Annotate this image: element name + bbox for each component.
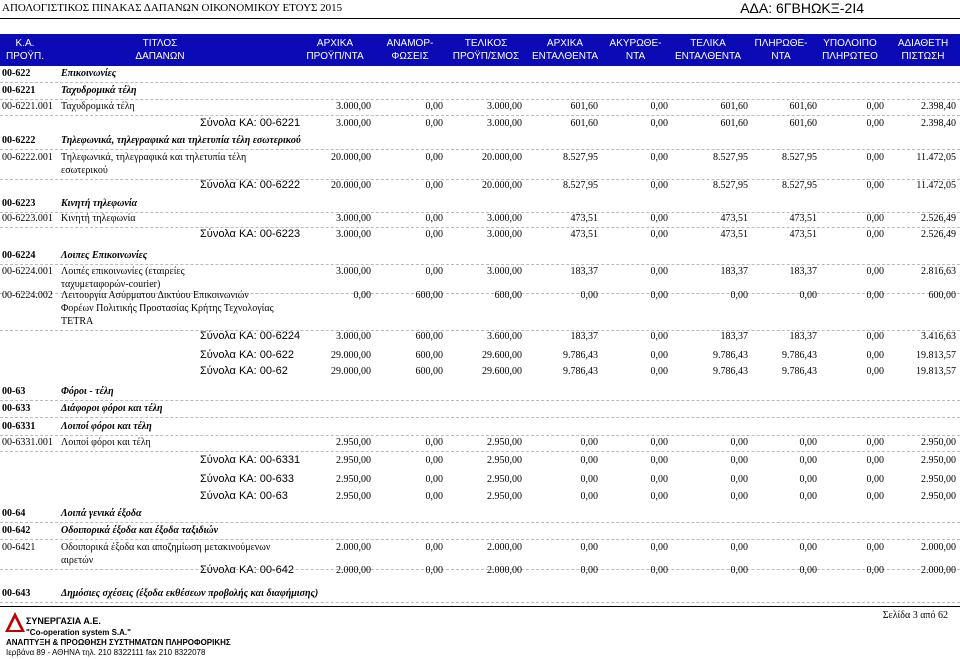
subtotal-label: Σύνολα ΚΑ: 00-622	[200, 349, 295, 361]
value-cell: 0,00	[730, 437, 748, 448]
value-cell: 473,51	[720, 229, 748, 240]
column-header-line2: ΠΡΟΫΠ/ΝΤΑ	[306, 51, 364, 62]
value-cell: 2.000,00	[487, 542, 522, 553]
subtotal-label: Σύνολα ΚΑ: 00-633	[200, 473, 295, 485]
column-header	[375, 34, 445, 66]
row-code: 00-642	[2, 525, 31, 536]
row-title: Κινητή τηλεφωνία	[61, 198, 138, 209]
row-divider	[0, 435, 960, 436]
row-code: 00-6221.001	[2, 101, 53, 112]
row-divider	[0, 82, 960, 83]
value-cell: 0,00	[730, 290, 748, 301]
value-cell: 0,00	[799, 290, 817, 301]
value-cell: 183,37	[720, 266, 748, 277]
row-code: 00-6224.002	[2, 290, 53, 301]
value-cell: 0,00	[353, 290, 371, 301]
value-cell: 20.000,00	[331, 180, 371, 191]
row-divider	[0, 602, 960, 603]
row-title-line3: TETRA	[61, 316, 94, 327]
value-cell: 0,00	[650, 266, 668, 277]
value-cell: 0,00	[650, 229, 668, 240]
value-cell: 0,00	[730, 455, 748, 466]
row-code: 00-6222.001	[2, 152, 53, 163]
row-code: 00-6331.001	[2, 437, 53, 448]
value-cell: 0,00	[866, 350, 884, 361]
value-cell: 0,00	[425, 437, 443, 448]
row-title: Διάφοροι φόροι και τέλη	[61, 403, 163, 414]
value-cell: 2.000,00	[921, 542, 956, 553]
value-cell: 0,00	[425, 118, 443, 129]
value-cell: 2.950,00	[921, 474, 956, 485]
column-header-line2: ΠΛΗΡΩΤΕΟ	[822, 51, 878, 62]
row-title: Τηλεφωνικά, τηλεγραφικά και τηλετυπία τέλη	[61, 152, 247, 163]
value-cell: 183,37	[570, 331, 598, 342]
column-header	[603, 34, 668, 66]
value-cell: 0,00	[866, 331, 884, 342]
value-cell: 601,60	[570, 118, 598, 129]
footer-company: ΣΥΝΕΡΓΑΣΙΑ Α.Ε.	[26, 616, 101, 626]
value-cell: 20.000,00	[482, 152, 522, 163]
row-code: 00-643	[2, 588, 31, 599]
row-title: Φόροι - τέλη	[61, 386, 114, 397]
row-code: 00-633	[2, 403, 31, 414]
value-cell: 2.950,00	[487, 491, 522, 502]
column-header	[55, 34, 265, 66]
subtotal-label: Σύνολα ΚΑ: 00-6223	[200, 228, 301, 240]
footer-product: "Co-operation system S.A."	[26, 628, 131, 637]
value-cell: 0,00	[580, 437, 598, 448]
row-divider	[0, 264, 960, 265]
column-header-line1: ΥΠΟΛΟΙΠΟ	[823, 38, 877, 49]
value-cell: 0,00	[730, 542, 748, 553]
value-cell: 3.000,00	[487, 118, 522, 129]
column-header-line2: ΝΤΑ	[625, 51, 646, 62]
column-header-line1: Κ.Α.	[15, 38, 35, 49]
row-title: Λοιπά γενικά έξοδα	[61, 508, 142, 519]
value-cell: 0,00	[425, 542, 443, 553]
value-cell: 0,00	[580, 455, 598, 466]
value-cell: 0,00	[650, 455, 668, 466]
column-header-line2: ΔΑΠΑΝΩΝ	[135, 51, 185, 62]
value-cell: 0,00	[580, 474, 598, 485]
value-cell: 183,37	[789, 266, 817, 277]
value-cell: 9.786,43	[713, 366, 748, 377]
subtotal-label: Σύνολα ΚΑ: 00-6224	[200, 330, 301, 342]
value-cell: 183,37	[570, 266, 598, 277]
value-cell: 29.600,00	[482, 366, 522, 377]
value-cell: 2.950,00	[336, 455, 371, 466]
value-cell: 0,00	[650, 437, 668, 448]
row-title-line2: αιρετών	[61, 555, 94, 566]
value-cell: 0,00	[425, 180, 443, 191]
value-cell: 29.000,00	[331, 350, 371, 361]
row-divider	[0, 451, 960, 452]
value-cell: 2.526,49	[921, 213, 956, 224]
value-cell: 0,00	[650, 118, 668, 129]
value-cell: 600,00	[415, 350, 443, 361]
column-header	[886, 34, 960, 66]
value-cell: 2.816,63	[921, 266, 956, 277]
value-cell: 3.000,00	[336, 331, 371, 342]
row-title-line2: εσωτερικού	[61, 165, 108, 176]
ada-code: ΑΔΑ: 6ΓΒΗΩΚΞ-2Ι4	[740, 0, 864, 16]
row-title: Τηλεφωνικά, τηλεγραφικά και τηλετυπία τέλη εσωτερικού	[61, 135, 301, 146]
subtotal-label: Σύνολα ΚΑ: 00-6222	[200, 179, 301, 191]
value-cell: 0,00	[799, 455, 817, 466]
value-cell: 0,00	[425, 474, 443, 485]
column-header-line2: ΝΤΑ	[771, 51, 791, 62]
row-title: Δημόσιες σχέσεις (έξοδα εκθέσεων προβολής και διαφήμισης)	[61, 588, 319, 599]
value-cell: 0,00	[650, 152, 668, 163]
value-cell: 2.950,00	[487, 455, 522, 466]
column-header-line1: ΠΛΗΡΩΘΕ-	[754, 38, 808, 49]
footer-address: Ιερβάνα 89 - ΑΘΗΝΑ τηλ. 210 8322111 fax 210 8322078	[6, 648, 206, 657]
value-cell: 0,00	[799, 437, 817, 448]
row-code: 00-63	[2, 386, 26, 397]
row-divider	[0, 539, 960, 540]
value-cell: 2.950,00	[487, 437, 522, 448]
row-divider	[0, 417, 960, 418]
value-cell: 0,00	[650, 290, 668, 301]
value-cell: 3.000,00	[336, 213, 371, 224]
column-header	[748, 34, 814, 66]
column-header-line1: ΑΡΧΙΚΑ	[546, 38, 584, 49]
value-cell: 0,00	[730, 474, 748, 485]
column-header	[295, 34, 375, 66]
subtotal-label: Σύνολα ΚΑ: 00-642	[200, 564, 295, 576]
value-cell: 2.950,00	[336, 474, 371, 485]
value-cell: 0,00	[650, 180, 668, 191]
column-header-line2: ΠΙΣΤΩΣΗ	[901, 51, 945, 62]
value-cell: 0,00	[580, 565, 598, 576]
row-title: Λοιποί φόροι και τέλη	[61, 437, 151, 448]
row-title-line2: ταχυμεταφορών-courier)	[61, 279, 161, 290]
row-title: Επικοινωνίες	[61, 68, 117, 79]
value-cell: 0,00	[650, 213, 668, 224]
row-divider	[0, 115, 960, 116]
value-cell: 9.786,43	[782, 350, 817, 361]
value-cell: 2.950,00	[336, 491, 371, 502]
value-cell: 0,00	[866, 437, 884, 448]
column-header-line2: ΠΡΟΫΠ.	[5, 51, 45, 62]
value-cell: 473,51	[789, 213, 817, 224]
value-cell: 0,00	[866, 455, 884, 466]
value-cell: 2.950,00	[487, 474, 522, 485]
value-cell: 8.527,95	[782, 180, 817, 191]
column-header	[0, 34, 50, 66]
value-cell: 0,00	[650, 101, 668, 112]
value-cell: 0,00	[580, 542, 598, 553]
value-cell: 19.813,57	[916, 366, 956, 377]
value-cell: 2.000,00	[487, 565, 522, 576]
value-cell: 29.000,00	[331, 366, 371, 377]
value-cell: 2.950,00	[921, 437, 956, 448]
value-cell: 601,60	[789, 118, 817, 129]
row-code: 00-6421	[2, 542, 36, 553]
value-cell: 183,37	[720, 331, 748, 342]
row-code: 00-6331	[2, 421, 36, 432]
column-header-line1: ΤΕΛΙΚΑ	[690, 38, 726, 49]
value-cell: 2.950,00	[336, 437, 371, 448]
value-cell: 0,00	[425, 565, 443, 576]
value-cell: 0,00	[799, 491, 817, 502]
value-cell: 0,00	[866, 542, 884, 553]
value-cell: 473,51	[789, 229, 817, 240]
value-cell: 0,00	[730, 491, 748, 502]
value-cell: 0,00	[866, 366, 884, 377]
column-header-line1: ΤΙΤΛΟΣ	[142, 38, 178, 49]
row-code: 00-64	[2, 508, 26, 519]
value-cell: 0,00	[866, 213, 884, 224]
value-cell: 0,00	[799, 565, 817, 576]
subtotal-label: Σύνολα ΚΑ: 00-62	[200, 365, 288, 377]
value-cell: 183,37	[789, 331, 817, 342]
value-cell: 600,00	[494, 290, 522, 301]
row-code: 00-6223.001	[2, 213, 53, 224]
row-divider	[0, 522, 960, 523]
report-title: ΑΠΟΛΟΓΙΣΤΙΚΟΣ ΠΙΝΑΚΑΣ ΔΑΠΑΝΩΝ ΟΙΚΟΝΟΜΙΚΟΥ ΕΤΟΥΣ 2015	[2, 2, 343, 14]
value-cell: 8.527,95	[563, 180, 598, 191]
row-code: 00-6223	[2, 198, 36, 209]
value-cell: 2.526,49	[921, 229, 956, 240]
value-cell: 9.786,43	[782, 366, 817, 377]
value-cell: 0,00	[580, 491, 598, 502]
value-cell: 3.000,00	[487, 101, 522, 112]
row-code: 00-6221	[2, 85, 36, 96]
value-cell: 3.000,00	[336, 229, 371, 240]
value-cell: 0,00	[425, 101, 443, 112]
row-divider	[0, 99, 960, 100]
value-cell: 3.000,00	[336, 118, 371, 129]
value-cell: 2.950,00	[921, 455, 956, 466]
column-header-line1: ΤΕΛΙΚΟΣ	[464, 38, 508, 49]
value-cell: 0,00	[580, 290, 598, 301]
value-cell: 2.000,00	[336, 542, 371, 553]
column-header-line2: ΦΩΣΕΙΣ	[391, 51, 429, 62]
column-header	[527, 34, 603, 66]
row-code: 00-622	[2, 68, 31, 79]
row-title: Λοιπες Επικοινωνίες	[61, 250, 148, 261]
value-cell: 0,00	[650, 542, 668, 553]
footer-divider	[0, 606, 960, 607]
value-cell: 3.000,00	[487, 213, 522, 224]
row-code: 00-6224	[2, 250, 36, 261]
value-cell: 473,51	[570, 213, 598, 224]
subtotal-label: Σύνολα ΚΑ: 00-6221	[200, 117, 301, 129]
value-cell: 0,00	[425, 213, 443, 224]
company-logo-icon	[4, 611, 26, 633]
value-cell: 601,60	[570, 101, 598, 112]
value-cell: 0,00	[866, 565, 884, 576]
value-cell: 0,00	[425, 229, 443, 240]
value-cell: 3.600,00	[487, 331, 522, 342]
column-header-line1: ΑΚΥΡΩΘΕ-	[609, 38, 662, 49]
column-header	[445, 34, 527, 66]
value-cell: 2.398,40	[921, 118, 956, 129]
row-title: Οδοιπορικά έξοδα και αποζημίωση μετακινούμενων	[61, 542, 271, 553]
value-cell: 0,00	[866, 101, 884, 112]
value-cell: 20.000,00	[482, 180, 522, 191]
value-cell: 3.416,63	[921, 331, 956, 342]
row-title: Λοιποί φόροι και τέλη	[61, 421, 152, 432]
row-divider	[0, 400, 960, 401]
value-cell: 29.600,00	[482, 350, 522, 361]
column-header-line1: ΑΝΑΜΟΡ-	[386, 38, 434, 49]
value-cell: 600,00	[928, 290, 956, 301]
value-cell: 473,51	[570, 229, 598, 240]
row-title: Λειτουργία Ασύρματου Δικτύου Επικοινωνιών	[61, 290, 249, 301]
value-cell: 473,51	[720, 213, 748, 224]
value-cell: 9.786,43	[563, 350, 598, 361]
row-divider	[0, 149, 960, 150]
value-cell: 600,00	[415, 331, 443, 342]
value-cell: 0,00	[650, 331, 668, 342]
value-cell: 0,00	[650, 565, 668, 576]
column-header-line2: ΕΝΤΑΛΘΕΝΤΑ	[531, 51, 599, 62]
value-cell: 600,00	[415, 290, 443, 301]
row-divider	[0, 227, 960, 228]
value-cell: 2.950,00	[921, 491, 956, 502]
value-cell: 3.000,00	[336, 101, 371, 112]
column-header	[814, 34, 886, 66]
value-cell: 0,00	[650, 491, 668, 502]
value-cell: 20.000,00	[331, 152, 371, 163]
row-title: Κινητή τηλεφωνία	[61, 213, 136, 224]
value-cell: 0,00	[866, 152, 884, 163]
column-header-line2: ΠΡΟΫΠ/ΣΜΟΣ	[452, 51, 520, 62]
value-cell: 3.000,00	[487, 266, 522, 277]
value-cell: 601,60	[720, 118, 748, 129]
value-cell: 0,00	[866, 266, 884, 277]
value-cell: 8.527,95	[713, 152, 748, 163]
column-header-line1: ΑΡΧΙΚΑ	[316, 38, 354, 49]
value-cell: 0,00	[730, 565, 748, 576]
value-cell: 3.000,00	[487, 229, 522, 240]
value-cell: 600,00	[415, 366, 443, 377]
row-title: Οδοιπορικά έξοδα και έξοδα ταξιδιών	[61, 525, 219, 536]
value-cell: 11.472,05	[916, 180, 956, 191]
column-header-line1: ΑΔΙΑΘΕΤΗ	[897, 38, 949, 49]
value-cell: 601,60	[789, 101, 817, 112]
value-cell: 2.000,00	[336, 565, 371, 576]
subtotal-label: Σύνολα ΚΑ: 00-63	[200, 490, 288, 502]
row-title-line2: Φορέων Πολιτικής Προστασίας Κρήτης Τεχνολογίας	[61, 303, 274, 314]
value-cell: 0,00	[425, 266, 443, 277]
value-cell: 0,00	[650, 366, 668, 377]
row-code: 00-6224.001	[2, 266, 53, 277]
value-cell: 0,00	[650, 350, 668, 361]
value-cell: 0,00	[799, 474, 817, 485]
value-cell: 0,00	[425, 455, 443, 466]
header-divider	[0, 18, 960, 19]
value-cell: 3.000,00	[336, 266, 371, 277]
value-cell: 0,00	[866, 229, 884, 240]
value-cell: 0,00	[425, 491, 443, 502]
value-cell: 0,00	[866, 290, 884, 301]
page-number: Σελίδα 3 από 62	[882, 610, 948, 621]
value-cell: 9.786,43	[713, 350, 748, 361]
value-cell: 0,00	[650, 474, 668, 485]
value-cell: 0,00	[799, 542, 817, 553]
value-cell: 2.000,00	[921, 565, 956, 576]
value-cell: 8.527,95	[782, 152, 817, 163]
value-cell: 0,00	[866, 474, 884, 485]
column-header	[668, 34, 748, 66]
subtotal-label: Σύνολα ΚΑ: 00-6331	[200, 454, 301, 466]
row-title: Λοιπές επικοινωνίες (εταιρείες	[61, 266, 185, 277]
value-cell: 9.786,43	[563, 366, 598, 377]
value-cell: 601,60	[720, 101, 748, 112]
value-cell: 8.527,95	[563, 152, 598, 163]
column-header-line2: ΕΝΤΑΛΘΕΝΤΑ	[674, 51, 742, 62]
value-cell: 0,00	[866, 180, 884, 191]
value-cell: 19.813,57	[916, 350, 956, 361]
value-cell: 0,00	[866, 118, 884, 129]
footer-tagline: ΑΝΑΠΤΥΞΗ & ΠΡΟΩΘΗΣΗ ΣΥΣΤΗΜΑΤΩΝ ΠΛΗΡΟΦΟΡΙΚΗΣ	[6, 638, 231, 647]
row-title: Ταχυδρομικά τέλη	[61, 101, 135, 112]
value-cell: 8.527,95	[713, 180, 748, 191]
row-title: Ταχυδρομικά τέλη	[61, 85, 137, 96]
row-code: 00-6222	[2, 135, 36, 146]
value-cell: 11.472,05	[916, 152, 956, 163]
value-cell: 2.398,40	[921, 101, 956, 112]
value-cell: 0,00	[425, 152, 443, 163]
value-cell: 0,00	[866, 491, 884, 502]
